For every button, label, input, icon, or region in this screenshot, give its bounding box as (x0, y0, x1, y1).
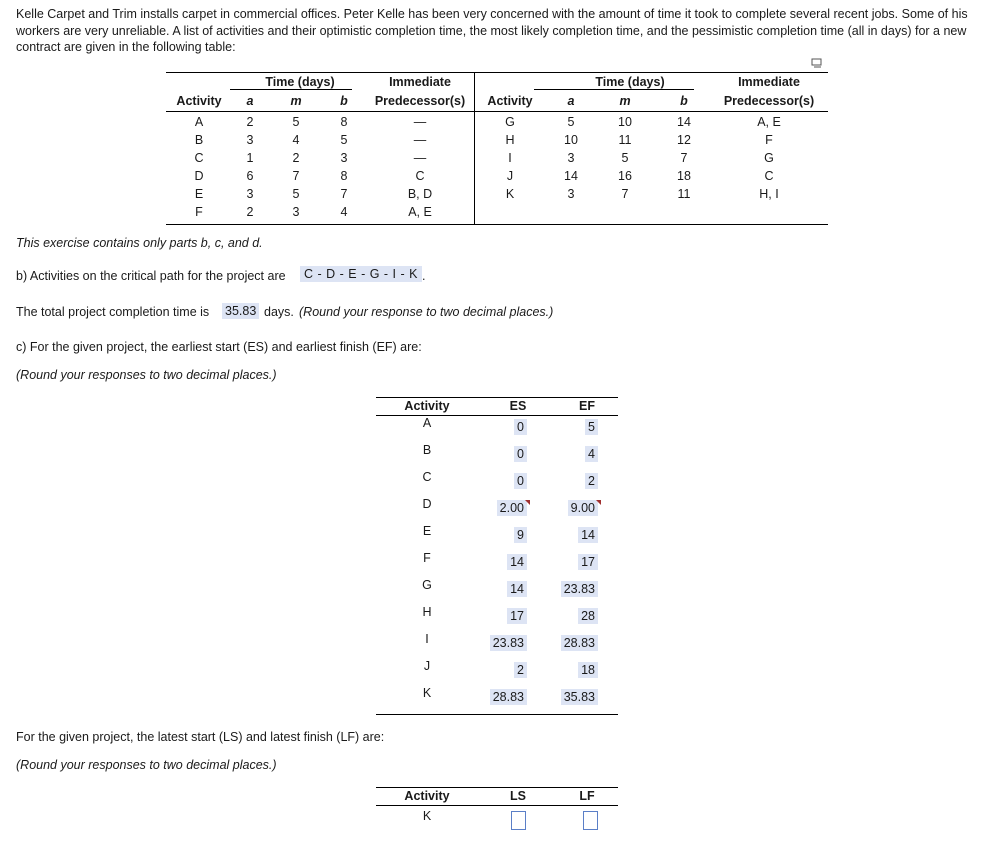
round-instruction: (Round your responses to two decimal places.) (16, 758, 277, 772)
header-b: b (680, 94, 688, 108)
cell-m: 5 (292, 187, 300, 201)
es-answer[interactable]: 0 (514, 419, 527, 435)
cell-activity: K (422, 809, 432, 823)
ef-answer[interactable]: 17 (578, 554, 598, 570)
ef-answer[interactable]: 4 (585, 446, 598, 462)
cell-activity: B (422, 443, 432, 457)
ls-lf-table (376, 787, 618, 848)
activity-time-table (166, 72, 828, 225)
ef-answer[interactable]: 14 (578, 527, 598, 543)
header-time-days: Time (days) (595, 75, 665, 89)
header-divider (376, 805, 618, 806)
cell-activity: A (422, 416, 432, 430)
cell-predecessor: — (413, 133, 427, 147)
cell-predecessor: H, I (759, 187, 779, 201)
header-activity: Activity (404, 399, 450, 413)
cell-b: 8 (340, 115, 348, 129)
cell-activity: J (506, 169, 514, 183)
es-answer[interactable]: 2 (514, 662, 527, 678)
header-immediate: Immediate (738, 75, 800, 89)
cell-a: 3 (246, 133, 254, 147)
header-lf: LF (579, 789, 595, 803)
round-instruction: (Round your response to two decimal places.) (299, 305, 554, 319)
cell-predecessor: A, E (757, 115, 781, 129)
part-note: This exercise contains only parts b, c, and d. (16, 236, 263, 250)
cell-predecessor: B, D (407, 187, 433, 201)
cell-predecessor: — (413, 115, 427, 129)
cell-a: 14 (564, 169, 578, 183)
header-activity: Activity (176, 94, 222, 108)
incorrect-flag-icon (525, 500, 530, 505)
cell-b: 4 (340, 205, 348, 219)
header-a: a (567, 94, 575, 108)
cell-a: 2 (246, 115, 254, 129)
header-divider (166, 111, 828, 112)
round-instruction: (Round your responses to two decimal places.) (16, 368, 277, 382)
cell-m: 11 (618, 133, 632, 147)
cell-a: 3 (567, 151, 575, 165)
es-answer[interactable]: 28.83 (490, 689, 527, 705)
cell-activity: E (422, 524, 432, 538)
cell-a: 3 (246, 187, 254, 201)
cell-activity: C (194, 151, 204, 165)
cell-a: 6 (246, 169, 254, 183)
ls-input-k[interactable] (511, 811, 526, 830)
copy-icon[interactable] (811, 58, 823, 68)
cell-a: 1 (246, 151, 254, 165)
header-ls: LS (510, 789, 526, 803)
cell-b: 3 (340, 151, 348, 165)
cell-a: 3 (567, 187, 575, 201)
cell-activity: K (505, 187, 515, 201)
header-activity: Activity (404, 789, 450, 803)
header-m: m (290, 94, 302, 108)
time-header-underline (534, 89, 694, 90)
es-answer[interactable]: 14 (507, 581, 527, 597)
header-ef: EF (579, 399, 595, 413)
cell-activity: J (423, 659, 431, 673)
header-immediate: Immediate (389, 75, 451, 89)
critical-path-prompt: b) Activities on the critical path for the project are (16, 269, 286, 283)
problem-statement: Kelle Carpet and Trim installs carpet in commercial offices. Peter Kelle has been very concerned with the amount of time it took to complete several recent jobs. Some of his workers are very unreliable. A list of activities and their optimistic completion time, the most likely completion time, and the pessimistic completion time (all in days) for a new contract are given in the following table: (16, 7, 968, 54)
cell-activity: C (422, 470, 432, 484)
cell-a: 2 (246, 205, 254, 219)
ef-answer[interactable]: 5 (585, 419, 598, 435)
cell-m: 7 (621, 187, 629, 201)
cell-activity: D (194, 169, 204, 183)
cell-b: 12 (677, 133, 691, 147)
ef-answer[interactable]: 23.83 (561, 581, 598, 597)
header-es: ES (509, 399, 527, 413)
cell-b: 7 (340, 187, 348, 201)
cell-m: 5 (621, 151, 629, 165)
cell-activity: F (195, 205, 203, 219)
lf-input-k[interactable] (583, 811, 598, 830)
incorrect-flag-icon (596, 500, 601, 505)
cell-b: 5 (340, 133, 348, 147)
cell-predecessor: C (764, 169, 774, 183)
header-predecessors: Predecessor(s) (374, 94, 466, 108)
header-time-days: Time (days) (265, 75, 335, 89)
es-answer[interactable]: 14 (507, 554, 527, 570)
cell-b: 18 (677, 169, 691, 183)
cell-activity: G (505, 115, 515, 129)
es-answer[interactable]: 9 (514, 527, 527, 543)
cell-predecessor: A, E (408, 205, 432, 219)
cell-activity: G (422, 578, 432, 592)
cell-activity: D (422, 497, 432, 511)
cell-predecessor: G (764, 151, 774, 165)
header-b: b (340, 94, 348, 108)
header-a: a (246, 94, 254, 108)
cell-m: 16 (618, 169, 632, 183)
table-divider (474, 73, 475, 224)
cell-m: 3 (292, 205, 300, 219)
cell-activity: I (425, 632, 429, 646)
ef-answer[interactable]: 28 (578, 608, 598, 624)
cell-activity: K (422, 686, 432, 700)
header-divider (376, 415, 618, 416)
cell-b: 14 (677, 115, 691, 129)
header-m: m (619, 94, 631, 108)
ls-lf-prompt: For the given project, the latest start (LS) and latest finish (LF) are: (16, 730, 385, 744)
cell-activity: A (194, 115, 204, 129)
ef-answer[interactable]: 28.83 (561, 635, 598, 651)
cell-m: 7 (292, 169, 300, 183)
cell-m: 4 (292, 133, 300, 147)
cell-predecessor: F (765, 133, 773, 147)
es-answer[interactable]: 0 (514, 446, 527, 462)
ef-answer[interactable]: 9.00 (568, 500, 598, 516)
cell-activity: E (194, 187, 204, 201)
cell-predecessor: C (415, 169, 425, 183)
cell-b: 8 (340, 169, 348, 183)
cell-m: 5 (292, 115, 300, 129)
cell-m: 10 (618, 115, 632, 129)
es-ef-table (376, 397, 618, 715)
cell-activity: F (423, 551, 431, 565)
time-header-underline (230, 89, 352, 90)
header-predecessors: Predecessor(s) (723, 94, 815, 108)
ef-answer[interactable]: 18 (578, 662, 598, 678)
critical-path-answer[interactable]: C - D - E - G - I - K (300, 266, 422, 282)
ef-answer[interactable]: 35.83 (561, 689, 598, 705)
cell-activity: I (508, 151, 512, 165)
ef-answer[interactable]: 2 (585, 473, 598, 489)
cell-activity: B (194, 133, 204, 147)
total-time-answer[interactable]: 35.83 (222, 303, 259, 319)
total-time-prompt: The total project completion time is (16, 305, 210, 319)
total-time-unit: days. (264, 305, 294, 319)
cell-predecessor: — (413, 151, 427, 165)
es-answer[interactable]: 0 (514, 473, 527, 489)
es-answer[interactable]: 2.00 (497, 500, 527, 516)
cell-b: 11 (677, 187, 691, 201)
cell-b: 7 (680, 151, 688, 165)
cell-activity: H (505, 133, 515, 147)
critical-path-period: . (422, 269, 426, 283)
cell-activity: H (422, 605, 432, 619)
cell-a: 10 (564, 133, 578, 147)
es-answer[interactable]: 23.83 (490, 635, 527, 651)
es-answer[interactable]: 17 (507, 608, 527, 624)
cell-m: 2 (292, 151, 300, 165)
cell-a: 5 (567, 115, 575, 129)
header-activity: Activity (487, 94, 533, 108)
es-ef-prompt: c) For the given project, the earliest start (ES) and earliest finish (EF) are: (16, 340, 422, 354)
